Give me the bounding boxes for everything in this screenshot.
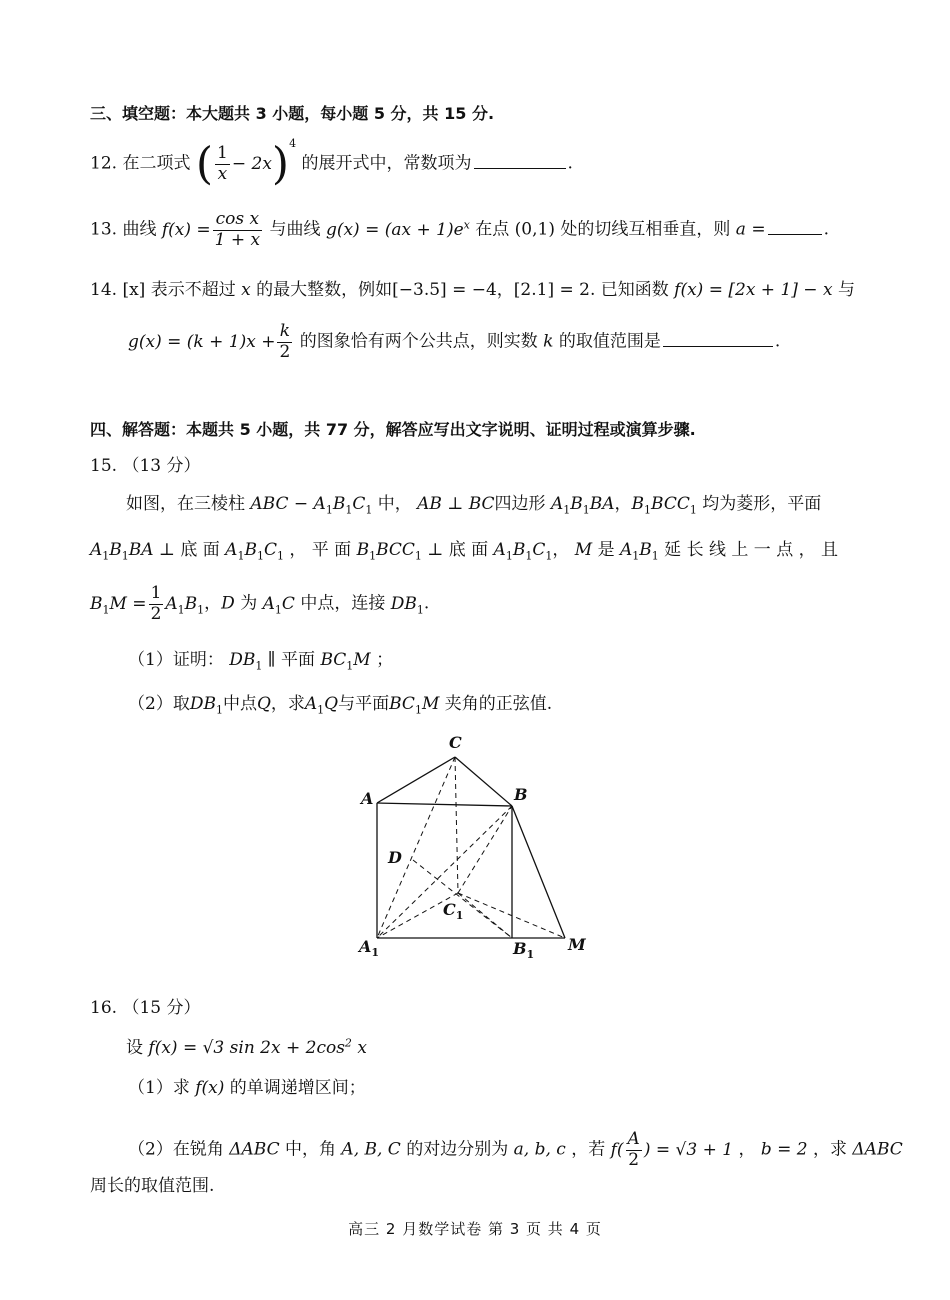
edge-BM: [512, 806, 565, 938]
label-A1: $A_1$: [359, 937, 380, 959]
q16-f-def: f(x) = √3 $\sin 2x + 2\cos^2$ x: [148, 1036, 367, 1058]
q14-example-2: [2.1] = 2: [513, 280, 590, 300]
q13-f-expr: f(x) = $\frac{\text{cos x}}{1 + x}$: [161, 209, 261, 250]
edge-AC: [377, 757, 455, 803]
prism-figure: [355, 730, 610, 965]
q15-para-2: $A_1B_1BA$ ⊥ 底 面 $A_1B_1C_1$ ， 平 面 $B_1BCC_1$ ⊥ 底 面 $A_1B_1C_1$， M 是 $A_1B_1$ 延 长 线 上 一 点 ， 且: [90, 540, 838, 563]
q12-binomial: ( $\frac{1}{x}$ − 2x)$^4$: [195, 136, 297, 189]
q16-sub-1: （1）求 f(x) 的单调递增区间；: [128, 1078, 366, 1098]
question-13: 13. 曲线 f(x) = $\frac{\text{cos x}}{1 + x}$ 与曲线 $g(x) = (ax + 1)e^x$ 在点 (0,1) 处的切线互相垂直，则 a = .: [90, 209, 829, 250]
q12-text-2: 的展开式中，常数项为: [301, 153, 472, 174]
q12-answer-blank[interactable]: [474, 167, 566, 169]
q16-header: 16. （15 分）: [90, 998, 201, 1018]
question-14-line-2: g(x) = (k + 1)x + $\frac{k}{2}$ 的图象恰有两个公共点，则实数 k 的取值范围是 .: [128, 321, 781, 362]
q13-var: a =: [735, 219, 766, 240]
label-C: C: [449, 733, 462, 752]
q15-header: 15. （13 分）: [90, 456, 201, 476]
edge-AB: [377, 803, 512, 806]
q15-para-1: 如图，在三棱柱 ABC − $A_1B_1C_1$ 中， AB ⊥ BC四边形 $A_1B_1BA$，$B_1BCC_1$ 均为菱形，平面: [126, 494, 822, 517]
q16-sub-2: （2）在锐角 ΔABC 中，角 A, B, C 的对边分别为 a, b, c ，若 f( $\frac{A}{2}$ ) = √3 + 1 ， b = 2 ，求 ΔABC: [128, 1129, 903, 1170]
section-3-heading: 三、填空题：本大题共 3 小题，每小题 5 分，共 15 分.: [90, 104, 495, 123]
q16-fA: f( $\frac{A}{2}$ ) = √3 + 1: [610, 1129, 734, 1170]
q15-sub-2: （2）取$DB_1$中点Q，求$A_1Q$与平面$BC_1M$ 夹角的正弦值.: [128, 694, 553, 717]
q16-definition: 设 f(x) = √3 $\sin 2x + 2\cos^2$ x: [126, 1036, 367, 1058]
q14-number: 14.: [90, 280, 118, 300]
edge-C1B1: [458, 893, 512, 938]
q14-answer-blank[interactable]: [663, 345, 773, 347]
edge-CC1: [455, 757, 458, 893]
q16-sub-2-line-2: 周长的取值范围.: [90, 1176, 215, 1196]
label-D: D: [388, 848, 402, 867]
edge-CB: [455, 757, 512, 806]
question-12: 12. 在二项式 ( $\frac{1}{x}$ − 2x)$^4$ 的展开式中，常数项为 .: [90, 136, 573, 189]
edge-DB1: [413, 860, 512, 938]
q13-text-4: 处的切线互相垂直，则: [560, 219, 731, 240]
label-B: B: [514, 785, 528, 804]
q14-f-expr: f(x) = [2x + 1] − x: [674, 280, 833, 300]
label-A: A: [361, 789, 374, 808]
q13-answer-blank[interactable]: [768, 233, 822, 235]
q14-g-expr: g(x) = (k + 1)x + $\frac{k}{2}$: [128, 321, 291, 362]
question-14-line-1: 14. [x] 表示不超过 x 的最大整数，例如[−3.5] = −4，[2.1] = 2. 已知函数 f(x) = [2x + 1] − x 与: [90, 280, 855, 300]
q12-number: 12.: [90, 153, 118, 174]
edge-C1B: [458, 806, 512, 893]
q13-text-3: 在点: [475, 219, 510, 240]
q12-text: 在二项式: [122, 153, 191, 174]
q15-sub-1: （1）证明： $DB_1$ ∥ 平面 $BC_1M$ ；: [128, 650, 394, 673]
q14-text: [x] 表示不超过: [122, 280, 236, 300]
label-B1: $B_1$: [513, 939, 535, 961]
q14-example-1: [−3.5] = −4: [392, 280, 497, 300]
label-C1: $C_1$: [443, 900, 464, 922]
label-M: M: [568, 935, 586, 954]
q13-point: (0,1): [514, 219, 555, 240]
page-footer: 高三 2 月数学试卷 第 3 页 共 4 页: [348, 1220, 602, 1238]
q13-text-2: 与曲线: [269, 219, 321, 240]
q13-text: 曲线: [122, 219, 157, 240]
section-4-heading: 四、解答题：本题共 5 小题，共 77 分，解答应写出文字说明、证明过程或演算步骤.: [90, 420, 696, 439]
q13-g-expr: $g(x) = (ax + 1)e^x$: [325, 217, 470, 240]
q15-para-3: $B_1M$ = $\frac{1}{2}$ $A_1B_1$，D 为 $A_1C$ 中点，连接 $DB_1$.: [90, 583, 430, 624]
q13-number: 13.: [90, 219, 118, 240]
